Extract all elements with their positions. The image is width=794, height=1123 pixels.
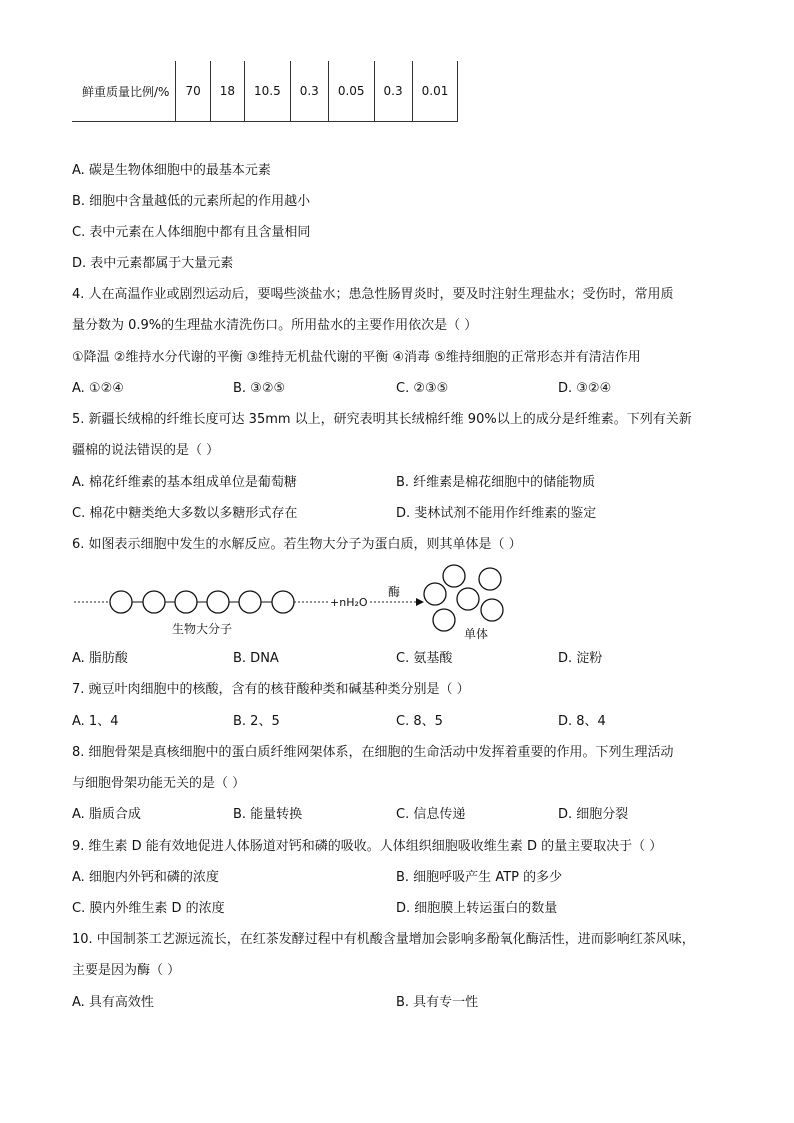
table-cell: 0.05	[328, 61, 374, 122]
q8-option-c: C. 信息传递	[396, 807, 466, 822]
table-cell: 18	[210, 61, 244, 122]
monomer-circle	[433, 609, 455, 631]
table-row-label: 鲜重质量比例/%	[72, 61, 176, 122]
q6-option-a: A. 脂肪酸	[72, 651, 128, 666]
q3-option-b: B. 细胞中含量越低的元素所起的作用越小	[72, 194, 311, 209]
q5-option-a: A. 棉花纤维素的基本组成单位是葡萄糖	[72, 475, 297, 490]
q7-option-a: A. 1、4	[72, 714, 119, 729]
q10-option-a: A. 具有高效性	[72, 995, 154, 1010]
q4-stem-line1: 4. 人在高温作业或剧烈运动后，要喝些淡盐水；患急性肠胃炎时，要及时注射生理盐水；受伤时，常用质	[72, 287, 674, 302]
q8-stem-line1: 8. 细胞骨架是真核细胞中的蛋白质纤维网架体系，在细胞的生命活动中发挥着重要的作用。下列生理活动	[72, 745, 674, 760]
monomer-circle	[457, 588, 479, 610]
q4-option-d: D. ③②④	[558, 381, 612, 396]
hydrolysis-diagram	[72, 562, 512, 646]
q9-option-c: C. 膜内外维生素 D 的浓度	[72, 901, 225, 916]
q6-option-d: D. 淀粉	[558, 651, 603, 666]
table-cell: 70	[176, 61, 210, 122]
q8-option-b: B. 能量转换	[233, 807, 303, 822]
q7-stem: 7. 豌豆叶肉细胞中的核酸，含有的核苷酸种类和碱基种类分别是（ ）	[72, 682, 470, 697]
q9-stem: 9. 维生素 D 能有效地促进人体肠道对钙和磷的吸收。人体组织细胞吸收维生素 D 的量主要取决于（ ）	[72, 839, 663, 854]
macromolecule-bead	[143, 591, 165, 613]
q9-option-d: D. 细胞膜上转运蛋白的数量	[396, 901, 558, 916]
q8-stem-line2: 与细胞骨架功能无关的是（ ）	[72, 776, 246, 791]
q4-choices: ①降温 ②维持水分代谢的平衡 ③维持无机盐代谢的平衡 ④消毒 ⑤维持细胞的正常形态并有清洁作用	[72, 350, 641, 365]
q7-option-b: B. 2、5	[233, 714, 280, 729]
table-cell: 0.3	[290, 61, 328, 122]
q8-option-a: A. 脂质合成	[72, 807, 141, 822]
q5-stem-line1: 5. 新疆长绒棉的纤维长度可达 35mm 以上，研究表明其长绒棉纤维 90%以上的成分是纤维素。下列有关新	[72, 412, 692, 427]
q5-stem-line2: 疆棉的说法错误的是（ ）	[72, 443, 220, 458]
q5-option-b: B. 纤维素是棉花细胞中的储能物质	[396, 475, 596, 490]
q10-stem-line1: 10. 中国制茶工艺源远流长，在红茶发酵过程中有机酸含量增加会影响多酚氧化酶活性，进而影响红茶风味，	[72, 932, 695, 947]
q3-option-c: C. 表中元素在人体细胞中都有且含量相同	[72, 225, 311, 240]
monomer-label: 单体	[464, 627, 489, 641]
q5-option-c: C. 棉花中糖类绝大多数以多糖形式存在	[72, 506, 298, 521]
element-table	[72, 61, 458, 122]
q7-option-d: D. 8、4	[558, 714, 606, 729]
monomer-circle	[424, 583, 446, 605]
q6-option-b: B. DNA	[233, 651, 279, 666]
q9-option-b: B. 细胞呼吸产生 ATP 的多少	[396, 870, 563, 885]
macromolecule-bead	[272, 591, 294, 613]
table-cell: 0.01	[412, 61, 458, 122]
monomer-circle	[479, 568, 501, 590]
q3-option-d: D. 表中元素都属于大量元素	[72, 256, 234, 271]
q4-option-c: C. ②③⑤	[396, 381, 449, 396]
q5-option-d: D. 斐林试剂不能用作纤维素的鉴定	[396, 506, 597, 521]
q9-option-a: A. 细胞内外钙和磷的浓度	[72, 870, 219, 885]
q6-stem: 6. 如图表示细胞中发生的水解反应。若生物大分子为蛋白质，则其单体是（ ）	[72, 537, 522, 552]
q10-stem-line2: 主要是因为酶（ ）	[72, 963, 181, 978]
q3-option-a: A. 碳是生物体细胞中的最基本元素	[72, 163, 271, 178]
q8-option-d: D. 细胞分裂	[558, 807, 629, 822]
arrow-head	[416, 598, 424, 606]
macromolecule-label: 生物大分子	[172, 622, 233, 636]
q10-option-b: B. 具有专一性	[396, 995, 479, 1010]
q7-option-c: C. 8、5	[396, 714, 443, 729]
table-row	[72, 61, 458, 122]
table-cell: 0.3	[374, 61, 412, 122]
q4-option-a: A. ①②④	[72, 381, 124, 396]
q4-stem-line2: 量分数为 0.9%的生理盐水清洗伤口。所用盐水的主要作用依次是（ ）	[72, 318, 478, 333]
enzyme-label: 酶	[388, 585, 401, 599]
monomer-circle	[481, 599, 503, 621]
q6-option-c: C. 氨基酸	[396, 651, 453, 666]
macromolecule-bead	[110, 591, 132, 613]
macromolecule-bead	[207, 591, 229, 613]
reaction-label: +nH₂O	[330, 596, 368, 609]
monomer-circle	[443, 565, 465, 587]
macromolecule-bead	[239, 591, 261, 613]
table-cell: 10.5	[245, 61, 291, 122]
q4-option-b: B. ③②⑤	[233, 381, 286, 396]
macromolecule-bead	[175, 591, 197, 613]
